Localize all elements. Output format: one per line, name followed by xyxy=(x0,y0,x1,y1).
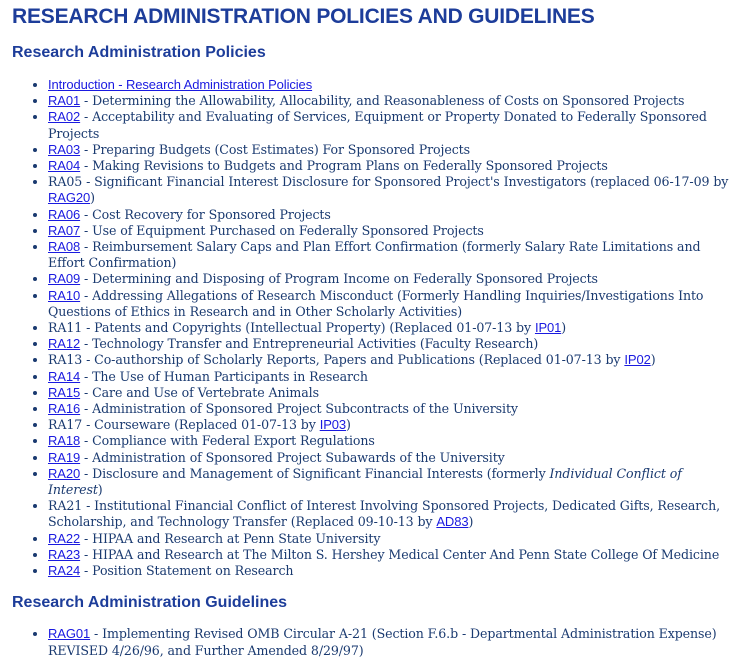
policy-title: - Addressing Allegations of Research Misconduct (Formerly Handling Inquiries/Investigations Into Questions of Ethics in Research and in Other Scholarly Activities) xyxy=(48,287,704,319)
replacement-link[interactable]: AD83 xyxy=(436,514,469,530)
list-item xyxy=(48,547,738,563)
policy-code-link[interactable]: RA02 xyxy=(48,109,81,125)
policy-code-link[interactable]: RA15 xyxy=(48,384,81,400)
list-item xyxy=(48,93,738,109)
policy-title: - Administration of Sponsored Project Subawards of the University xyxy=(80,449,505,465)
list-item xyxy=(48,531,738,547)
policy-code-link[interactable]: RA22 xyxy=(48,530,81,546)
policy-title-italic: Individual Conflict of Interest xyxy=(48,465,682,498)
policy-code-link[interactable]: RA18 xyxy=(48,433,81,449)
list-item xyxy=(48,207,738,223)
policy-title: - Making Revisions to Budgets and Program Plans on Federally Sponsored Projects xyxy=(80,158,608,174)
policy-title: - Disclosure and Management of Significant Financial Interests (formerly xyxy=(80,465,550,481)
policy-code-link[interactable]: RAG01 xyxy=(48,626,91,642)
policy-title-tail: ) xyxy=(346,417,351,433)
replacement-link[interactable]: IP03 xyxy=(319,417,347,433)
list-item xyxy=(48,288,738,320)
policy-code: RA05 xyxy=(48,174,83,190)
list-item xyxy=(48,401,738,417)
guidelines-list xyxy=(12,626,738,658)
policy-title-tail: ) xyxy=(90,190,95,206)
policy-code-link[interactable]: RA16 xyxy=(48,401,81,417)
policy-title: - Administration of Sponsored Project Subcontracts of the University xyxy=(80,401,518,417)
policy-code-link[interactable]: RA09 xyxy=(48,271,81,287)
replacement-link[interactable]: IP02 xyxy=(624,352,651,368)
policy-title: - Care and Use of Vertebrate Animals xyxy=(80,384,319,400)
policy-code: RA13 xyxy=(48,352,83,368)
policy-code-link[interactable]: RA23 xyxy=(48,546,81,562)
list-item xyxy=(48,498,738,530)
policy-code-link[interactable]: RA19 xyxy=(48,449,81,465)
list-item xyxy=(48,109,738,141)
policy-title-tail: ) xyxy=(650,352,656,368)
policy-title: - Compliance with Federal Export Regulations xyxy=(80,433,375,449)
list-item xyxy=(48,563,738,579)
policy-title: - Cost Recovery for Sponsored Projects xyxy=(80,206,331,222)
list-item xyxy=(48,239,738,271)
policy-title: - Significant Financial Interest Disclosure for Sponsored Project's Investigators (replaced 06-17-09 by xyxy=(82,174,729,190)
policy-code-link[interactable]: RA03 xyxy=(48,141,81,157)
policy-code: RA11 xyxy=(48,320,83,336)
replacement-link[interactable]: IP01 xyxy=(534,320,562,336)
policy-title: - Patents and Copyrights (Intellectual Property) (Replaced 01-07-13 by xyxy=(82,320,535,336)
policy-code-link[interactable]: RA24 xyxy=(48,563,81,579)
policy-title: - Acceptability and Evaluating of Services, Equipment or Property Donated to Federally Sponsored Projects xyxy=(48,109,707,141)
policy-title: - Courseware (Replaced 01-07-13 by xyxy=(82,417,320,433)
list-item xyxy=(48,385,738,401)
policy-title-tail: ) xyxy=(468,514,474,530)
policy-title-tail: ) xyxy=(561,320,567,336)
replacement-link[interactable]: RAG20 xyxy=(48,190,91,206)
policy-title: - Technology Transfer and Entrepreneurial Activities (Faculty Research) xyxy=(80,336,539,352)
list-item xyxy=(48,417,738,433)
list-item xyxy=(48,369,738,385)
policy-title-tail: ) xyxy=(97,482,103,498)
policy-title: - Preparing Budgets (Cost Estimates) For Sponsored Projects xyxy=(80,141,470,157)
policy-code-link[interactable]: RA12 xyxy=(48,336,81,352)
list-item xyxy=(48,433,738,449)
policy-title: - Determining the Allowability, Allocability, and Reasonableness of Costs on Sponsored Projects xyxy=(80,93,685,109)
policy-title: - The Use of Human Participants in Research xyxy=(80,368,368,384)
list-item xyxy=(48,223,738,239)
policy-code: RA17 xyxy=(48,417,83,433)
policy-title: - Co-authorship of Scholarly Reports, Papers and Publications (Replaced 01-07-13 by xyxy=(82,352,625,368)
policy-code-link[interactable]: RA20 xyxy=(48,465,81,481)
policy-code-link[interactable]: RA06 xyxy=(48,206,81,222)
policies-list xyxy=(12,77,738,579)
list-item xyxy=(48,466,738,498)
guidelines-heading: Research Administration Guidelines xyxy=(12,594,288,612)
list-item xyxy=(48,450,738,466)
policy-title: - Institutional Financial Conflict of Interest Involving Sponsored Projects, Dedicated Gifts, Research, Scholarship, and Technology Transfer (Replaced 09-10-13 by xyxy=(48,498,721,530)
list-item xyxy=(48,336,738,352)
intro-link[interactable]: Introduction - Research Administration Policies xyxy=(48,77,313,92)
list-item xyxy=(48,352,738,368)
policy-title: - HIPAA and Research at Penn State University xyxy=(80,530,381,546)
policy-title: - HIPAA and Research at The Milton S. Hershey Medical Center And Penn State College Of Medicine xyxy=(80,546,720,562)
list-item xyxy=(48,626,738,658)
list-item xyxy=(48,142,738,158)
policy-title: - Determining and Disposing of Program Income on Federally Sponsored Projects xyxy=(80,271,598,287)
policy-title: - Position Statement on Research xyxy=(80,563,294,579)
policy-title: - Use of Equipment Purchased on Federally Sponsored Projects xyxy=(80,222,484,238)
policy-code-link[interactable]: RA10 xyxy=(48,287,81,303)
list-item xyxy=(48,77,738,93)
policies-heading: Research Administration Policies xyxy=(12,44,266,61)
list-item xyxy=(48,271,738,287)
policy-code-link[interactable]: RA08 xyxy=(48,239,81,255)
policy-code-link[interactable]: RA01 xyxy=(48,93,81,109)
list-item xyxy=(48,320,738,336)
policy-title: - Reimbursement Salary Caps and Plan Effort Confirmation (formerly Salary Rate Limitations and Effort Confirmation) xyxy=(48,239,701,271)
policy-code-link[interactable]: RA04 xyxy=(48,158,81,174)
page-title: RESEARCH ADMINISTRATION POLICIES AND GUIDELINES xyxy=(12,5,595,28)
list-item xyxy=(48,158,738,174)
policy-code-link[interactable]: RA07 xyxy=(48,222,81,238)
list-item xyxy=(48,174,738,206)
policy-code: RA21 xyxy=(48,498,83,514)
policy-code-link[interactable]: RA14 xyxy=(48,368,81,384)
policy-title: - Implementing Revised OMB Circular A-21 (Section F.6.b - Departmental Administration Expense) REVISED 4/26/96, and Further Amended 8/29/97) xyxy=(48,626,717,658)
